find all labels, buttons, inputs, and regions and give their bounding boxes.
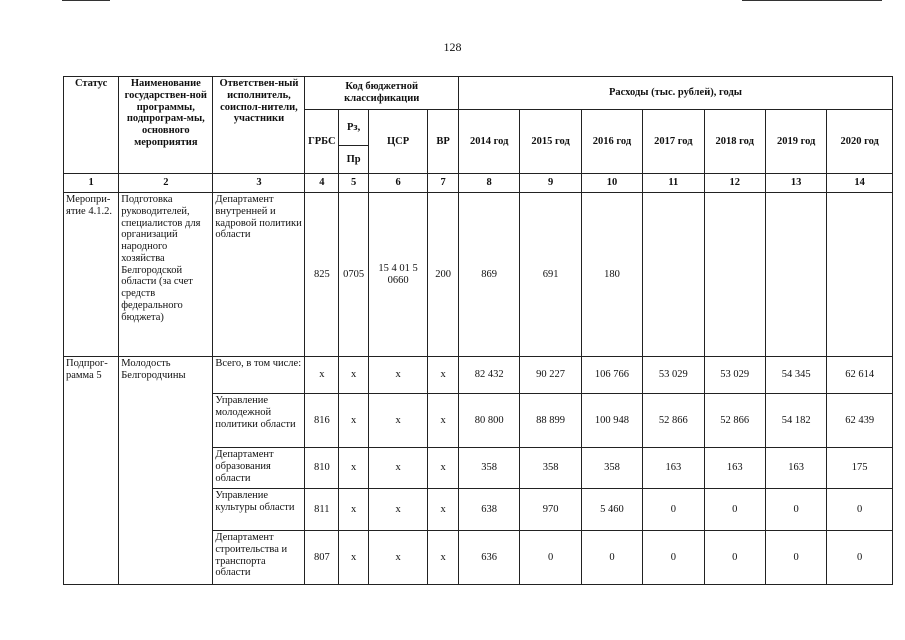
event-status: Меропри-ятие 4.1.2. [64, 193, 119, 357]
top-right-rule [742, 0, 882, 1]
row-value: 88 899 [520, 394, 581, 448]
header-year: 2020 год [827, 110, 893, 174]
column-number: 9 [520, 174, 581, 193]
column-number: 2 [119, 174, 213, 193]
header-year: 2014 год [458, 110, 519, 174]
row-rzpr: х [339, 489, 369, 531]
header-year: 2017 год [643, 110, 704, 174]
column-number: 4 [305, 174, 339, 193]
row-value: 100 948 [581, 394, 642, 448]
row-value: 358 [520, 448, 581, 489]
row-value: 106 766 [581, 357, 642, 394]
header-budget-code: Код бюджетной классификации [305, 77, 459, 110]
header-responsible: Ответствен-ный исполнитель, соиспол-нители, участники [213, 77, 305, 174]
row-responsible: Департамент строительства и транспорта области [213, 531, 305, 585]
row-csr: х [368, 531, 427, 585]
row-value: 54 345 [765, 357, 826, 394]
event-value [643, 193, 704, 357]
event-responsible: Департамент внутренней и кадровой политики области [213, 193, 305, 357]
event-value [827, 193, 893, 357]
row-grbs: 810 [305, 448, 339, 489]
column-number: 12 [704, 174, 765, 193]
row-csr: х [368, 357, 427, 394]
event-name: Подготовка руководителей, специалистов для организаций народного хозяйства Белгородской области (за счет средств федерального бюджета) [119, 193, 213, 357]
table-row-subprogram-total [64, 357, 893, 394]
row-value: 53 029 [704, 357, 765, 394]
row-value: 358 [581, 448, 642, 489]
column-number: 3 [213, 174, 305, 193]
row-value: 5 460 [581, 489, 642, 531]
row-value: 0 [827, 531, 893, 585]
header-year: 2019 год [765, 110, 826, 174]
header-rz: Рз, [339, 110, 369, 146]
header-name: Наименование государствен-ной программы, подпрограм-мы, основного мероприятия [119, 77, 213, 174]
row-value: 53 029 [643, 357, 704, 394]
row-value: 0 [704, 531, 765, 585]
event-value: 869 [458, 193, 519, 357]
row-value: 90 227 [520, 357, 581, 394]
column-number: 11 [643, 174, 704, 193]
row-grbs: х [305, 357, 339, 394]
subprogram-status: Подпрог-рамма 5 [64, 357, 119, 585]
row-value: 358 [458, 448, 519, 489]
row-rzpr: х [339, 357, 369, 394]
row-grbs: 807 [305, 531, 339, 585]
row-value: 0 [704, 489, 765, 531]
row-value: 970 [520, 489, 581, 531]
row-value: 52 866 [643, 394, 704, 448]
row-value: 0 [581, 531, 642, 585]
column-number: 13 [765, 174, 826, 193]
column-number-row [64, 174, 893, 193]
row-vr: х [428, 489, 459, 531]
row-rzpr: х [339, 531, 369, 585]
header-year: 2016 год [581, 110, 642, 174]
header-year: 2015 год [520, 110, 581, 174]
header-grbs: ГРБС [305, 110, 339, 174]
event-value [765, 193, 826, 357]
row-grbs: 811 [305, 489, 339, 531]
column-number: 8 [458, 174, 519, 193]
row-csr: х [368, 394, 427, 448]
header-pr: Пр [339, 146, 369, 174]
header-vr: ВР [428, 110, 459, 174]
row-vr: х [428, 448, 459, 489]
row-value: 0 [765, 489, 826, 531]
row-value: 62 439 [827, 394, 893, 448]
header-expenses: Расходы (тыс. рублей), годы [458, 77, 892, 110]
row-value: 0 [643, 489, 704, 531]
row-value: 636 [458, 531, 519, 585]
table-row-event [64, 193, 893, 357]
row-value: 0 [643, 531, 704, 585]
column-number: 1 [64, 174, 119, 193]
row-value: 0 [520, 531, 581, 585]
column-number: 14 [827, 174, 893, 193]
row-value: 54 182 [765, 394, 826, 448]
column-number: 5 [339, 174, 369, 193]
row-responsible: Департамент образования области [213, 448, 305, 489]
row-csr: х [368, 448, 427, 489]
row-value: 0 [765, 531, 826, 585]
row-vr: х [428, 531, 459, 585]
budget-table [63, 76, 893, 585]
header-status: Статус [64, 77, 119, 174]
row-rzpr: х [339, 448, 369, 489]
row-value: 175 [827, 448, 893, 489]
subprogram-name: Молодость Белгородчины [119, 357, 213, 585]
row-vr: х [428, 394, 459, 448]
event-value [704, 193, 765, 357]
header-year: 2018 год [704, 110, 765, 174]
event-vr: 200 [428, 193, 459, 357]
row-grbs: 816 [305, 394, 339, 448]
row-responsible: Управление культуры области [213, 489, 305, 531]
event-grbs: 825 [305, 193, 339, 357]
row-value: 163 [765, 448, 826, 489]
row-responsible: Управление молодежной политики области [213, 394, 305, 448]
row-value: 163 [704, 448, 765, 489]
row-value: 62 614 [827, 357, 893, 394]
event-rzpr: 0705 [339, 193, 369, 357]
row-csr: х [368, 489, 427, 531]
row-value: 163 [643, 448, 704, 489]
column-number: 10 [581, 174, 642, 193]
row-value: 638 [458, 489, 519, 531]
row-value: 80 800 [458, 394, 519, 448]
row-value: 82 432 [458, 357, 519, 394]
row-value: 52 866 [704, 394, 765, 448]
column-number: 6 [368, 174, 427, 193]
event-value: 691 [520, 193, 581, 357]
event-csr: 15 4 01 5 0660 [368, 193, 427, 357]
event-value: 180 [581, 193, 642, 357]
page-number: 128 [443, 40, 462, 54]
row-vr: х [428, 357, 459, 394]
top-left-rule [62, 0, 110, 1]
row-responsible: Всего, в том числе: [213, 357, 305, 394]
row-rzpr: х [339, 394, 369, 448]
header-csr: ЦСР [368, 110, 427, 174]
column-number: 7 [428, 174, 459, 193]
row-value: 0 [827, 489, 893, 531]
